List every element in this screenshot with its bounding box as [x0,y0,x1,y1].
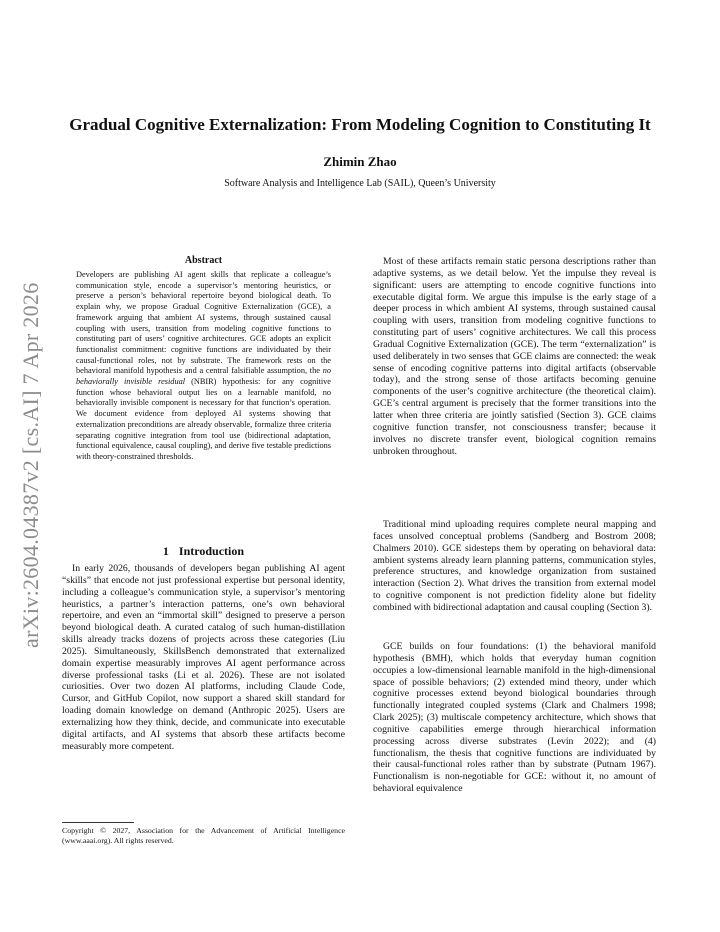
footnote-rule [62,822,134,823]
author-name: Zhimin Zhao [323,154,397,169]
right-column-paragraph-3: GCE builds on four foundations: (1) the behavioral manifold hypothesis (BMH), which holds that everyday human cognition occupies a low-dimensional learnable manifold in the high-dimensional space of possible behaviors; (2) extended mind theory, under which cognitive processes extend beyond biological boundaries through functionally integrated coupled systems (Clark and Chalmers 1998; Clark 2025); (3) multiscale competency architecture, which shows that cognitive capabilities emerge through hierarchical information processing across diverse substrates (Levin 2022); and (4) functionalism, the thesis that cognitive functions are individuated by their causal-functional roles rather than by substrate (Putnam 1967). Functionalism is non-negotiable for GCE: without it, no amount of behavioral equivalence [373,641,656,795]
introduction-paragraph-1: In early 2026, thousands of developers began publishing AI agent “skills” that encode not just professional expertise but personal identity, including a colleague’s communication style, a supervisor’s mentoring heuristics, a partner’s interaction patterns, one’s own behavioral repertoire, and even an “immortal skill” designed to preserve a person beyond biological death. A curated catalog of such human-distillation skills already tracks dozens of projects across these categories (Liu 2025). Simultaneously, SkillsBench demonstrated that externalized domain expertise measurably improves AI agent performance across diverse professional tasks (Li et al. 2026). These are not isolated curiosities. Over two dozen AI platforms, including Claude Code, Cursor, and GitHub Copilot, now support a shared skill standard for loading domain knowledge on demand (Anthropic 2025). Users are externalizing how they think, decide, and communicate into executable digital artifacts, and AI systems that absorb these artifacts become measurably more competent. [62,563,345,752]
section-heading-introduction [62,544,345,558]
right-column-paragraph-1: Most of these artifacts remain static persona descriptions rather than adaptive systems, as we detail below. Yet the impulse they reveal is significant: users are attempting to encode cognitive functions into executable digital form. We argue this impulse is the early stage of a deeper process in which ambient AI systems, through sustained causal coupling with users, transition from modeling cognitive functions to constituting part of users’ cognitive architectures. We call this process Gradual Cognitive Externalization (GCE). The term “externalization” is used deliberately in two senses that GCE claims are connected: the weak sense of encoding cognitive patterns into digital artifacts (observable today), and the strong sense of those artifacts becoming genuine components of the user’s cognitive architecture (the theoretical claim). GCE’s central argument is precisely that the former transitions into the latter when three criteria are jointly satisfied (Section 3). GCE claims cognitive function transfer, not consciousness transfer; because it involves no discrete transfer event, biological cognition remains unbroken throughout. [373,256,656,457]
abstract-body [76,270,331,463]
section-title: Introduction [178,544,245,558]
arxiv-identifier-stamp: arXiv:2604.04387v2 [cs.AI] 7 Apr 2026 [18,282,43,648]
abstract-emphasis: no behaviorally invisible residual [76,366,331,387]
abstract-text-part-1: Developers are publishing AI agent skills that replicate a colleague’s communication style, encode a supervisor’s mentoring heuristics, or preserve a person’s behavioral repertoire beyond biological death. To explain why, we propose Gradual Cognitive Externalization (GCE), a framework arguing that ambient AI systems, through sustained causal coupling with users, transition from modeling cognitive functions to constituting part of users’ cognitive architectures. GCE adopts an explicit functionalist commitment: cognitive functions are individuated by their causal-functional roles, not by substrate. The framework rests on the behavioral manifold hypothesis and a central falsifiable assumption, the [76,270,331,376]
right-column-paragraph-2: Traditional mind uploading requires complete neural mapping and faces unsolved conceptual problems (Sandberg and Bostrom 2008; Chalmers 2010). GCE sidesteps them by operating on behavioral data: ambient systems already learn planning patterns, communication styles, preference structures, and knowledge organization from sustained interaction (Section 2). What drives the transition from external model to cognitive component is not prediction fidelity alone but fidelity combined with bidirectional adaptation and causal coupling (Section 3). [373,519,656,613]
paper-title: Gradual Cognitive Externalization: From Modeling Cognition to Constituting It [69,115,651,134]
author-affiliation: Software Analysis and Intelligence Lab (SAIL), Queen’s University [224,178,496,189]
section-number: 1 [162,544,169,558]
abstract-text-part-2: (NBIR) hypothesis: for any cognitive function whose behavioral output lies on a learnable manifold, no behaviorally invisible component is necessary for that function’s operation. We document evidence from deployed AI systems showing that externalization preconditions are already observable, formalize three criteria separating cognitive integration from tool use (bidirectional adaptation, functional equivalence, causal coupling), and derive five testable predictions with theory-constrained thresholds. [76,377,331,461]
abstract-heading: Abstract [184,255,223,266]
copyright-notice: Copyright © 2027, Association for the Advancement of Artificial Intelligence (www.aaai.org). All rights reserved. [62,826,345,845]
